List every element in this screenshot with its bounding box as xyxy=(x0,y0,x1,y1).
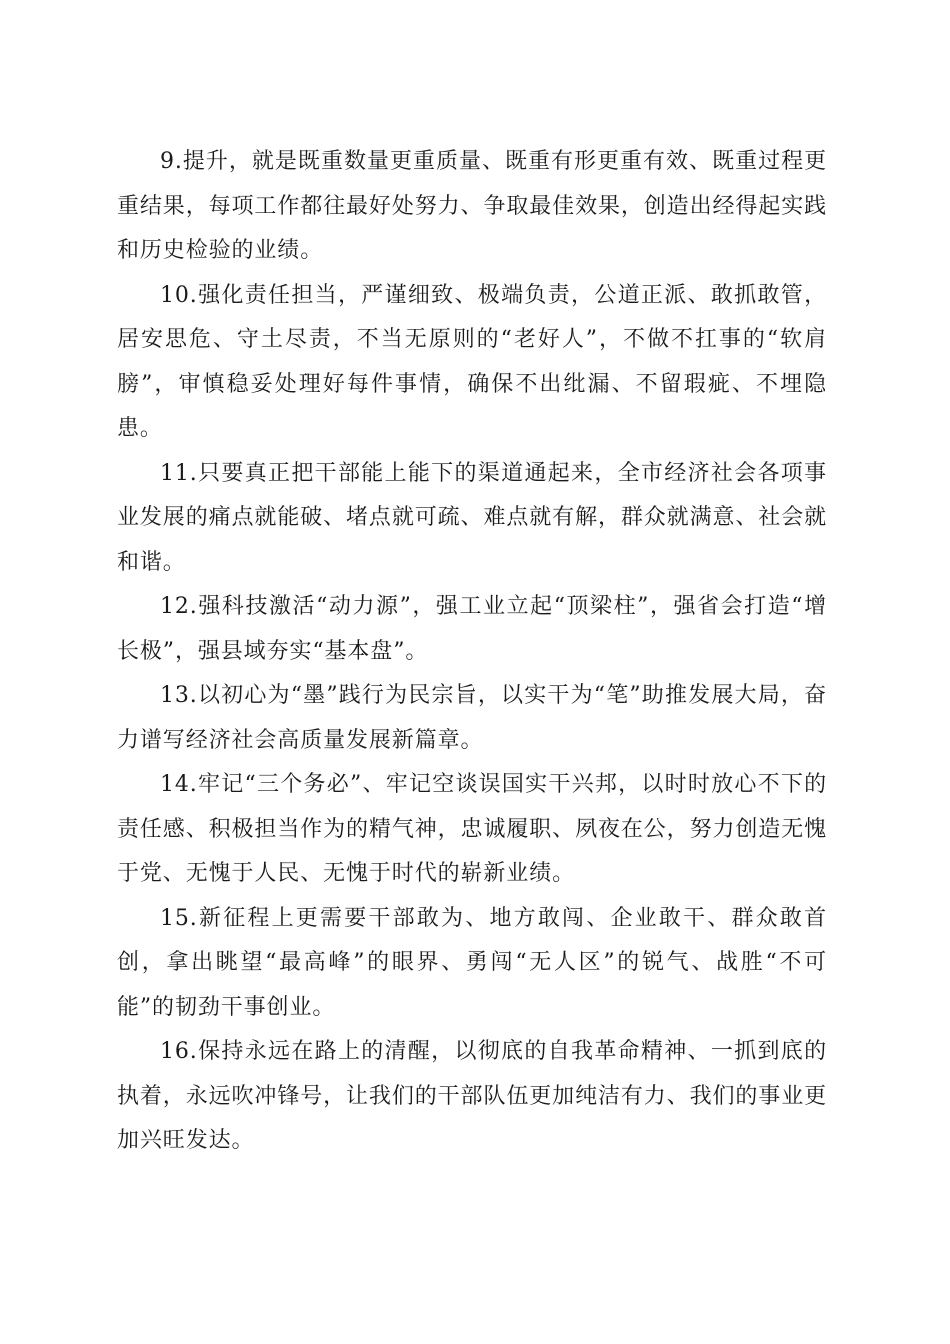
paragraph-10: 10.强化责任担当，严谨细致、极端负责，公道正派、敢抓敢管，居安思危、守土尽责，不当无原则的“老好人”，不做不扛事的“软肩膀”，审慎稳妥处理好每件事情，确保不出纰漏、不留瑕疵、不埋隐患。 xyxy=(117,282,827,441)
paragraph-11: 11.只要真正把干部能上能下的渠道通起来，全市经济社会各项事业发展的痛点就能破、堵点就可疏、难点就有解，群众就满意、社会就和谐。 xyxy=(117,460,827,575)
paragraph-9: 9.提升，就是既重数量更重质量、既重有形更重有效、既重过程更重结果，每项工作都往最好处努力、争取最佳效果，创造出经得起实践和历史检验的业绩。 xyxy=(117,149,827,263)
paragraph-13: 13.以初心为“墨”践行为民宗旨，以实干为“笔”助推发展大局，奋力谱写经济社会高质量发展新篇章。 xyxy=(117,683,827,753)
paragraph-15: 15.新征程上更需要干部敢为、地方敢闯、企业敢干、群众敢首创，拿出眺望“最高峰”的眼界、勇闯“无人区”的锐气、战胜“不可能”的韧劲干事创业。 xyxy=(117,905,827,1020)
document-body xyxy=(117,140,827,1164)
paragraph-14: 14.牢记“三个务必”、牢记空谈误国实干兴邦，以时时放心不下的责任感、积极担当作为的精气神，忠诚履职、夙夜在公，努力创造无愧于党、无愧于人民、无愧于时代的崭新业绩。 xyxy=(117,772,827,886)
paragraph-12: 12.强科技激活“动力源”，强工业立起“顶梁柱”，强省会打造“增长极”，强县域夯实“基本盘”。 xyxy=(117,594,827,664)
paragraph-16: 16.保持永远在路上的清醒，以彻底的自我革命精神、一抓到底的执着，永远吹冲锋号，让我们的干部队伍更加纯洁有力、我们的事业更加兴旺发达。 xyxy=(117,1039,827,1153)
